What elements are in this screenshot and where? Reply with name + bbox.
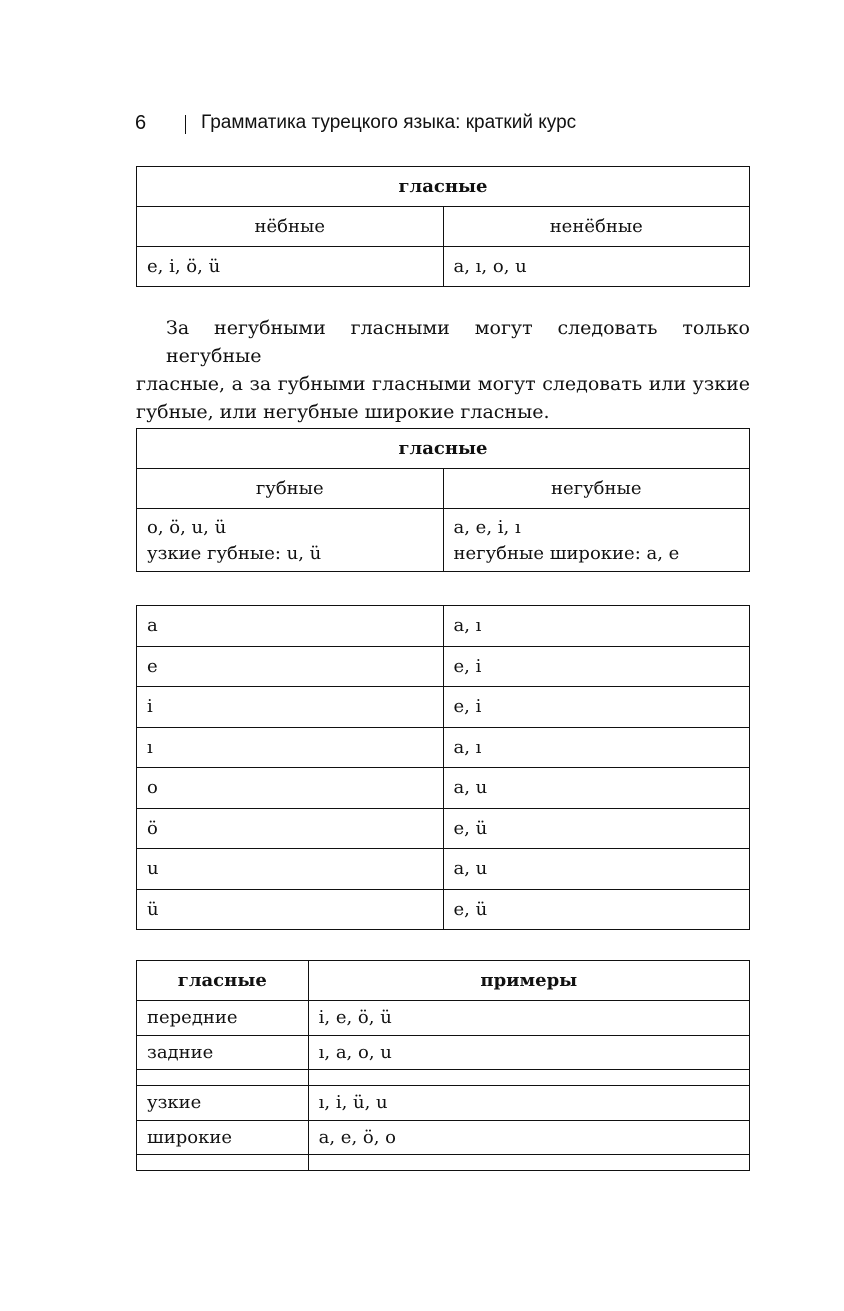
vowel-cell: ü: [137, 889, 444, 930]
back-vowels-cell: a, ı, o, u: [443, 247, 750, 287]
examples-cell: a, e, ö, o: [308, 1120, 749, 1155]
table-row: [137, 646, 750, 687]
paragraph-line: губные, или негубные широкие гласные.: [136, 401, 550, 423]
vowel-cell: a: [137, 606, 444, 647]
vowel-cell: e: [137, 646, 444, 687]
vowel-cell: u: [137, 849, 444, 890]
harmony-cell: e, i: [443, 687, 750, 728]
vowel-harmony-table: [136, 605, 750, 930]
body-paragraph: [136, 314, 750, 426]
empty-cell: [137, 1070, 309, 1086]
column-header-unrounded: негубные: [443, 469, 750, 509]
table-row-empty: [137, 1155, 750, 1171]
table-row: [137, 606, 750, 647]
table-row: [137, 889, 750, 930]
table-title: гласные: [137, 429, 750, 469]
vowel-cell: ö: [137, 808, 444, 849]
examples-cell: ı, i, ü, u: [308, 1086, 749, 1121]
vowel-cell: i: [137, 687, 444, 728]
category-cell: передние: [137, 1001, 309, 1036]
category-cell: узкие: [137, 1086, 309, 1121]
cell-line: негубные широкие: a, e: [453, 543, 680, 564]
empty-cell: [308, 1155, 749, 1171]
running-header: [0, 108, 844, 140]
harmony-cell: e, ü: [443, 889, 750, 930]
unrounded-vowels-cell: [443, 509, 750, 572]
table-row-empty: [137, 1070, 750, 1086]
table-row: [137, 849, 750, 890]
paragraph-line: гласные, а за губными гласными могут следовать или узкие: [136, 373, 750, 395]
harmony-cell: a, ı: [443, 727, 750, 768]
page-number: 6: [135, 112, 147, 134]
category-cell: широкие: [137, 1120, 309, 1155]
empty-cell: [308, 1070, 749, 1086]
front-back-vowels-table: [136, 166, 750, 287]
running-title: Грамматика турецкого языка: краткий курс: [201, 112, 577, 133]
cell-line: a, e, i, ı: [453, 517, 521, 538]
rounded-vowels-cell: [137, 509, 444, 572]
table-row: [137, 1035, 750, 1070]
header-divider: [185, 115, 186, 134]
table-title: гласные: [137, 167, 750, 207]
column-header-rounded: губные: [137, 469, 444, 509]
table-row: [137, 727, 750, 768]
harmony-cell: e, i: [443, 646, 750, 687]
table-row: [137, 768, 750, 809]
front-vowels-cell: e, i, ö, ü: [137, 247, 444, 287]
harmony-cell: a, u: [443, 768, 750, 809]
header-vowels: гласные: [137, 961, 309, 1001]
examples-cell: ı, a, o, u: [308, 1035, 749, 1070]
vowel-examples-table: [136, 960, 750, 1171]
examples-cell: i, e, ö, ü: [308, 1001, 749, 1036]
cell-line: o, ö, u, ü: [147, 517, 227, 538]
harmony-cell: a, u: [443, 849, 750, 890]
column-header-back: ненёбные: [443, 207, 750, 247]
table-row: [137, 1086, 750, 1121]
column-header-front: нёбные: [137, 207, 444, 247]
harmony-cell: a, ı: [443, 606, 750, 647]
table-row: [137, 808, 750, 849]
table-row: [137, 687, 750, 728]
vowel-cell: o: [137, 768, 444, 809]
table-row: [137, 1001, 750, 1036]
header-examples: примеры: [308, 961, 749, 1001]
cell-line: узкие губные: u, ü: [147, 543, 322, 564]
rounded-vowels-table: [136, 428, 750, 572]
harmony-cell: e, ü: [443, 808, 750, 849]
table-row: [137, 1120, 750, 1155]
paragraph-line: За негубными гласными могут следовать только негубные: [166, 317, 750, 367]
category-cell: задние: [137, 1035, 309, 1070]
empty-cell: [137, 1155, 309, 1171]
vowel-cell: ı: [137, 727, 444, 768]
